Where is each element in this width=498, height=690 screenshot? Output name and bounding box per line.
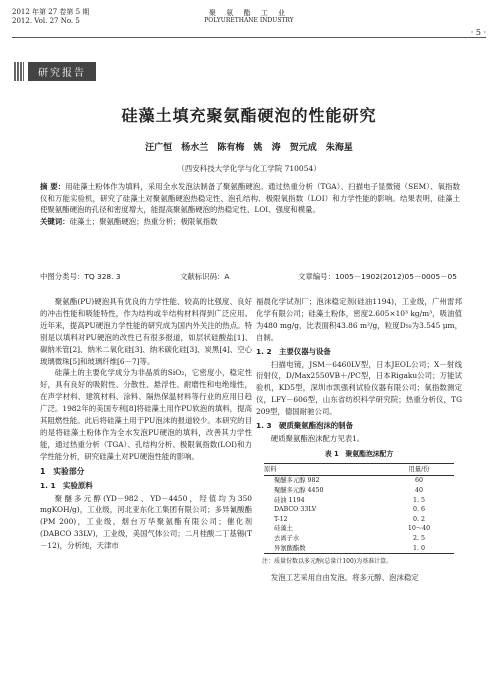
table-row bbox=[264, 486, 454, 496]
table-cell-amount: 0. 6 bbox=[412, 506, 426, 514]
abstract-block bbox=[40, 181, 460, 227]
equipment-paragraph: 扫描电镜，JSM－6460LV型，日本JEOL公司；X－射线衍射仪，D/Max2550VB＋/PC型，日本Rigaku公司；万能试验机，KD5型，深圳市凯强利试验仪器有限公司；氧指数测定仪，LFY－606型，山东省纺织科学研究院；热重分析仪，TG 209型，德国耐驰公司。 bbox=[256, 359, 462, 417]
table-cell-material: 去离子水 bbox=[274, 534, 300, 542]
table-note: 注：质量份数以多元醇(总量计100)为基准计算。 bbox=[262, 558, 393, 566]
table-row bbox=[264, 544, 454, 554]
table-cell-material: 硅藻土 bbox=[274, 525, 293, 533]
materials-paragraph: 聚醚多元醇(YD－982、YD－4450，羟值均为350 mgKOH/g)，工业级，河北亚东化工集团有限公司；多异氰酸酯(PM 200)，工业级，烟台万华聚氨酯有限公司；催化剂(DABCO 33LV)，工业级，美国气体公司；二月桂酸二丁基锡(T－12)，分析纯，天津市 bbox=[40, 493, 252, 551]
intro-paragraph-2: 硅藻土的主要化学成分为非晶质的SiO₂，它密度小，稳定性好，具有良好的吸附性、分散性、悬浮性、耐磨性和电绝缘性，在声学材料、建筑材料、涂料、隔热保温材料等行业的应用日趋广泛。1982年的美国专利[8]将硅藻土用作PU软泡的填料，提高其阻燃性能。此后将硅藻土用于PU泡沫的报道较少。本研究的目的是将硅藻土粉体作为全水发泡PU硬泡的填料，改善其力学性能，通过热重分析（TGA）、孔结构分析、极限氧指数(LOI)和力学性能分析，研究硅藻土对PU硬泡性能的影响。 bbox=[40, 368, 252, 461]
table-cell-amount: 1. 5 bbox=[412, 496, 426, 504]
issue-cn: 2012 年第 27 卷第 5 期 bbox=[12, 8, 90, 16]
foaming-paragraph: 发泡工艺采用自由发泡。将多元醇、泡沫稳定 bbox=[270, 573, 419, 583]
article-number: 文章编号：1005－1902(2012)05－0005－05 bbox=[298, 272, 457, 281]
subsection-heading-preparation: 1. 3 硬质聚氨酯泡沫的制备 bbox=[256, 421, 353, 431]
section-heading-experimental: 1 实验部分 bbox=[40, 466, 85, 476]
table-row bbox=[264, 524, 454, 534]
table-cell-amount: 60 bbox=[414, 477, 423, 485]
clc-number: 中图分类号：TQ 328. 3 bbox=[40, 272, 121, 281]
table-cell-amount: 2. 5 bbox=[412, 534, 426, 542]
table-cell-material: 聚醚多元醇 982 bbox=[274, 477, 320, 485]
section-tag: 研究报告 bbox=[28, 62, 96, 81]
formula-table bbox=[264, 463, 454, 554]
preparation-paragraph: 硬质聚氨酯泡沫配方见表1。 bbox=[270, 433, 365, 443]
table-cell-material: 硅油 1194 bbox=[274, 496, 305, 504]
table-row bbox=[264, 534, 454, 544]
table-row bbox=[264, 496, 454, 506]
table-cell-amount: 10～40 bbox=[407, 525, 431, 533]
document-code: 文献标识码：A bbox=[180, 272, 230, 281]
table-row bbox=[264, 476, 454, 486]
table-header-material: 原料 bbox=[264, 463, 384, 476]
affiliation: （西安科技大学化学与化工学院 710054） bbox=[177, 164, 321, 173]
table-cell-amount: 1. 0 bbox=[384, 544, 454, 554]
journal-name-en: POLYURETHANE INDUSTRY bbox=[204, 17, 294, 24]
table-row bbox=[264, 505, 454, 515]
right-column bbox=[256, 296, 462, 584]
table-row bbox=[264, 515, 454, 525]
table-header-amount: 用量/份 bbox=[384, 463, 454, 476]
subsection-heading-materials: 1. 1 实验原料 bbox=[40, 480, 93, 490]
keywords-label: 关键词： bbox=[40, 216, 70, 226]
materials-paragraph-cont: 福晨化学试剂厂；泡沫稳定剂(硅油1194)，工业级，广州雷邦化学有限公司；硅藻土粉体，密度2.605×10³ kg/m³，吸油值为480 mg/g，比表面积43.86 m²/g，粒度D₅₀为3.545 μm，自制。 bbox=[256, 297, 462, 342]
table-cell-amount: 0. 2 bbox=[412, 515, 426, 523]
abstract-text: 用硅藻土粉体作为填料，采用全水发泡法制备了聚氨酯硬泡。通过热重分析（TGA）、扫描电子显微镜（SEM）、氧指数仪和万能实验机，研究了硅藻土对聚氨酯硬泡热稳定性、泡孔结构、极限氧指数（LOI）和力学性能的影响。结果表明，硅藻土使聚氨酯硬泡的孔径和密度增大，能提高聚氨酯硬泡的热稳定性、LOI、强度和模量。 bbox=[40, 182, 460, 215]
left-column bbox=[40, 296, 252, 552]
journal-name-cn: 聚 氨 酯 工 业 bbox=[209, 9, 289, 17]
subsection-heading-equipment: 1. 2 主要仪器与设备 bbox=[256, 346, 331, 356]
running-header bbox=[0, 0, 498, 44]
table-cell-amount: 40 bbox=[414, 486, 423, 494]
header-rule bbox=[12, 37, 486, 38]
intro-paragraph-1: 聚氨酯(PU)硬泡具有优良的力学性能、较高的比强度、良好的冲击性能和吸能特性，作为结构或半结构材料得到广泛应用。近年来，提高PU硬泡力学性能的研究成为国内外关注的热点。特别是以填料对PU硬泡的改性已有很多报道，如层状硅酸盐[1]、碳纳米管[2]、纳米二氧化硅[3]、纳米碳化硅[3]、炭黑[4]、空心玻璃微珠[5]和玻璃纤维[6－7]等。 bbox=[40, 297, 252, 366]
authors: 汪广恒 杨水兰 陈有梅 姚 涛 贺元成 朱海星 bbox=[145, 143, 353, 153]
keywords-text: 硅藻土；聚氨酯硬泡；热重分析；极限氧指数 bbox=[69, 216, 218, 226]
table-cell-material: T-12 bbox=[274, 515, 288, 523]
table-cell-material: 聚醚多元醇 4450 bbox=[274, 486, 324, 494]
table-cell-material: DABCO 33LV bbox=[274, 506, 317, 514]
page-number: · 5 · bbox=[470, 28, 486, 37]
abstract-label: 摘 要： bbox=[40, 182, 66, 191]
issue-en: 2012. Vol. 27 No. 5 bbox=[12, 17, 80, 25]
table-caption: 表 1 聚氨酯泡沫配方 bbox=[324, 449, 394, 458]
table-cell-material: 异氰酸酯数 bbox=[264, 544, 384, 554]
paper-title: 硅藻土填充聚氨酯硬泡的性能研究 bbox=[121, 106, 377, 125]
